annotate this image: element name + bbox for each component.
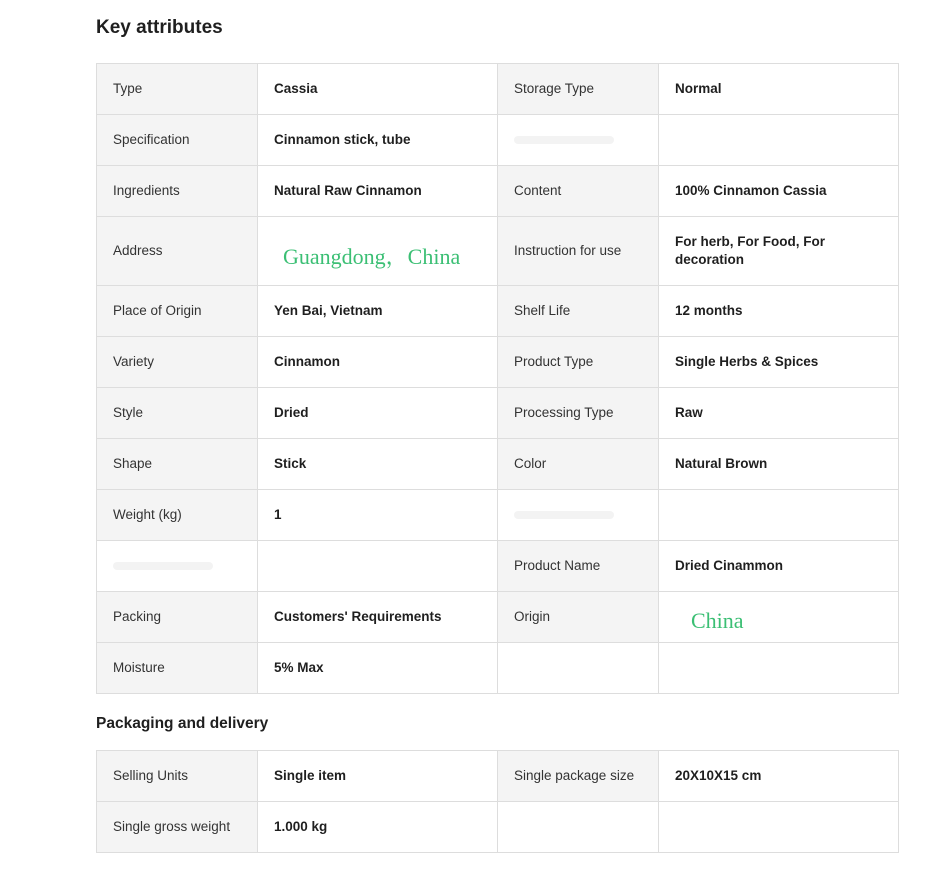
attr-label-storage-type: Storage Type: [498, 64, 659, 115]
key-attributes-title: Key attributes: [96, 17, 223, 38]
table-row: [97, 286, 899, 337]
pack-label-selling-units: Selling Units: [97, 751, 258, 802]
table-row: [97, 115, 899, 166]
attr-label-place-of-origin: Place of Origin: [97, 286, 258, 337]
attr-label-product-name: Product Name: [498, 541, 659, 592]
table-row: [97, 643, 899, 694]
attr-value-blank: [659, 490, 899, 541]
attr-label-content: Content: [498, 166, 659, 217]
attr-value-instruction: For herb, For Food, For decoration: [659, 217, 899, 286]
attr-value-ingredients: Natural Raw Cinnamon: [258, 166, 498, 217]
table-row: [97, 388, 899, 439]
table-row: [97, 337, 899, 388]
attr-label-blank: [498, 643, 659, 694]
table-row: [97, 751, 899, 802]
attr-label-instruction: Instruction for use: [498, 217, 659, 286]
attr-value-blank: [659, 115, 899, 166]
attr-value-packing: Customers' Requirements: [258, 592, 498, 643]
table-row: [97, 217, 899, 286]
attr-label-origin: Origin: [498, 592, 659, 643]
attr-value-type: Cassia: [258, 64, 498, 115]
attr-label-product-type: Product Type: [498, 337, 659, 388]
address-stamp-text: Guangdong，China: [283, 244, 461, 269]
attr-value-shape: Stick: [258, 439, 498, 490]
attr-value-origin: [659, 592, 899, 643]
attr-label-type: Type: [97, 64, 258, 115]
table-row: [97, 64, 899, 115]
table-row: [97, 166, 899, 217]
pack-value-blank: [659, 802, 899, 853]
pack-label-blank: [498, 802, 659, 853]
pack-value-selling-units: Single item: [258, 751, 498, 802]
attr-value-product-name: Dried Cinammon: [659, 541, 899, 592]
smudge: [514, 136, 614, 144]
table-row: [97, 439, 899, 490]
key-attributes-table: [96, 63, 899, 694]
origin-stamp-text: China: [691, 608, 744, 633]
attr-value-weight: 1: [258, 490, 498, 541]
attr-value-specification: Cinnamon stick, tube: [258, 115, 498, 166]
attr-label-blank: [498, 115, 659, 166]
attr-value-storage-type: Normal: [659, 64, 899, 115]
attr-value-style: Dried: [258, 388, 498, 439]
pack-label-package-size: Single package size: [498, 751, 659, 802]
attr-label-variety: Variety: [97, 337, 258, 388]
attr-value-content: 100% Cinnamon Cassia: [659, 166, 899, 217]
smudge: [514, 511, 614, 519]
table-row: [97, 802, 899, 853]
attr-label-shelf-life: Shelf Life: [498, 286, 659, 337]
pack-value-gross-weight: 1.000 kg: [258, 802, 498, 853]
attr-label-style: Style: [97, 388, 258, 439]
attr-value-blank: [659, 643, 899, 694]
attr-label-address: Address: [97, 217, 258, 286]
attr-label-weight: Weight (kg): [97, 490, 258, 541]
pack-value-package-size: 20X10X15 cm: [659, 751, 899, 802]
table-row: [97, 490, 899, 541]
attr-label-blank: [97, 541, 258, 592]
attr-value-processing-type: Raw: [659, 388, 899, 439]
attr-label-ingredients: Ingredients: [97, 166, 258, 217]
packaging-table: [96, 750, 899, 853]
table-row: [97, 541, 899, 592]
table-row: [97, 592, 899, 643]
attr-value-address: [258, 217, 498, 286]
attr-value-place-of-origin: Yen Bai, Vietnam: [258, 286, 498, 337]
smudge: [113, 562, 213, 570]
attr-label-processing-type: Processing Type: [498, 388, 659, 439]
attr-label-packing: Packing: [97, 592, 258, 643]
attr-value-blank: [258, 541, 498, 592]
pack-label-gross-weight: Single gross weight: [97, 802, 258, 853]
attr-label-shape: Shape: [97, 439, 258, 490]
packaging-title: Packaging and delivery: [96, 715, 269, 732]
attr-label-specification: Specification: [97, 115, 258, 166]
attr-label-color: Color: [498, 439, 659, 490]
attr-label-moisture: Moisture: [97, 643, 258, 694]
attr-value-variety: Cinnamon: [258, 337, 498, 388]
attr-label-blank: [498, 490, 659, 541]
attr-value-color: Natural Brown: [659, 439, 899, 490]
attr-value-moisture: 5% Max: [258, 643, 498, 694]
attr-value-shelf-life: 12 months: [659, 286, 899, 337]
attr-value-product-type: Single Herbs & Spices: [659, 337, 899, 388]
